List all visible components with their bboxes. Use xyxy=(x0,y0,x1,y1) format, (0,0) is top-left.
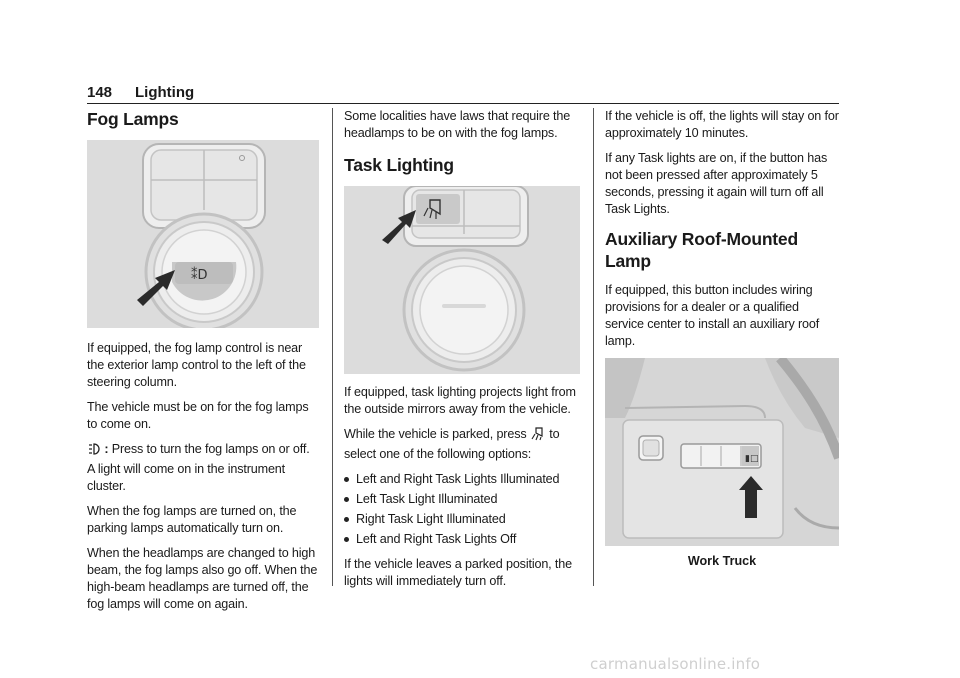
bullet xyxy=(344,477,349,482)
page-number: 148 xyxy=(87,84,113,101)
fog-lamps-para1: If equipped, the fog lamp control is near the exterior lamp control to the left of the steering column. xyxy=(87,341,306,389)
task-para3: If the vehicle leaves a parked position, the lights will immediately turn off. xyxy=(344,557,572,588)
auxiliary-column xyxy=(605,108,839,568)
figure-caption: Work Truck xyxy=(687,554,757,568)
work-truck-figure xyxy=(605,358,839,546)
column-divider xyxy=(593,108,594,586)
task-light-control-figure xyxy=(344,186,580,374)
task-para2-before: While the vehicle is parked, press xyxy=(344,427,527,441)
bullet xyxy=(344,537,349,542)
bullet xyxy=(344,517,349,522)
list-item xyxy=(344,491,580,508)
col3-para1: If the vehicle is off, the lights will stay on for approximately 10 minutes. xyxy=(605,109,839,140)
task-lighting-heading: Task Lighting xyxy=(344,155,454,175)
fog-lamps-control xyxy=(87,441,319,495)
option-label: Left and Right Task Lights Off xyxy=(356,532,517,546)
auxiliary-heading: Auxiliary Roof-Mounted Lamp xyxy=(605,229,798,271)
fog-lamp-control-figure xyxy=(87,140,319,328)
bullet xyxy=(344,497,349,502)
section-title: Lighting xyxy=(135,84,195,101)
col3-para2: If any Task lights are on, if the button has not been pressed after approximately 5 seconds, pressing it again will turn off all Task Lights. xyxy=(605,151,828,216)
control-label: : xyxy=(104,442,109,456)
task-para1: If equipped, task lighting projects light from the outside mirrors away from the vehicle. xyxy=(344,385,576,416)
list-item xyxy=(344,471,580,488)
task-options-list xyxy=(344,471,580,548)
fog-lamp-icon xyxy=(191,267,208,283)
fog-lamps-column xyxy=(87,108,319,621)
svg-text:▮□: ▮□ xyxy=(745,454,759,464)
fog-lamps-heading: Fog Lamps xyxy=(87,109,179,129)
task-lighting-column xyxy=(344,108,580,598)
task-light-icon xyxy=(530,427,546,446)
option-label: Right Task Light Illuminated xyxy=(356,512,506,526)
fog-lamps-para4: When the headlamps are changed to high beam, the fog lamps also go off. When the high-beam headlamps are turned off, the fog lamps will come on again. xyxy=(87,546,318,611)
watermark: carmanualsonline.info xyxy=(590,655,761,673)
svg-text:⁑D: ⁑D xyxy=(191,268,208,283)
fog-lamp-icon xyxy=(87,442,101,461)
task-para2 xyxy=(344,426,580,463)
page-header xyxy=(87,82,839,104)
column-divider xyxy=(332,108,333,586)
task-intro: Some localities have laws that require the headlamps to be on with the fog lamps. xyxy=(344,109,571,140)
list-item xyxy=(344,511,580,528)
task-para2-after: to select one of the following options: xyxy=(344,427,560,461)
control-text: Press to turn the fog lamps on or off. A light will come on in the instrument cluster. xyxy=(87,442,310,493)
fog-lamps-para3: When the fog lamps are turned on, the parking lamps automatically turn on. xyxy=(87,504,297,535)
list-item xyxy=(344,531,580,548)
option-label: Left and Right Task Lights Illuminated xyxy=(356,472,560,486)
option-label: Left Task Light Illuminated xyxy=(356,492,498,506)
fog-lamps-para2: The vehicle must be on for the fog lamps to come on. xyxy=(87,400,309,431)
col3-para3: If equipped, this button includes wiring provisions for a dealer or a qualified service center to install an auxiliary roof lamp. xyxy=(605,283,820,348)
